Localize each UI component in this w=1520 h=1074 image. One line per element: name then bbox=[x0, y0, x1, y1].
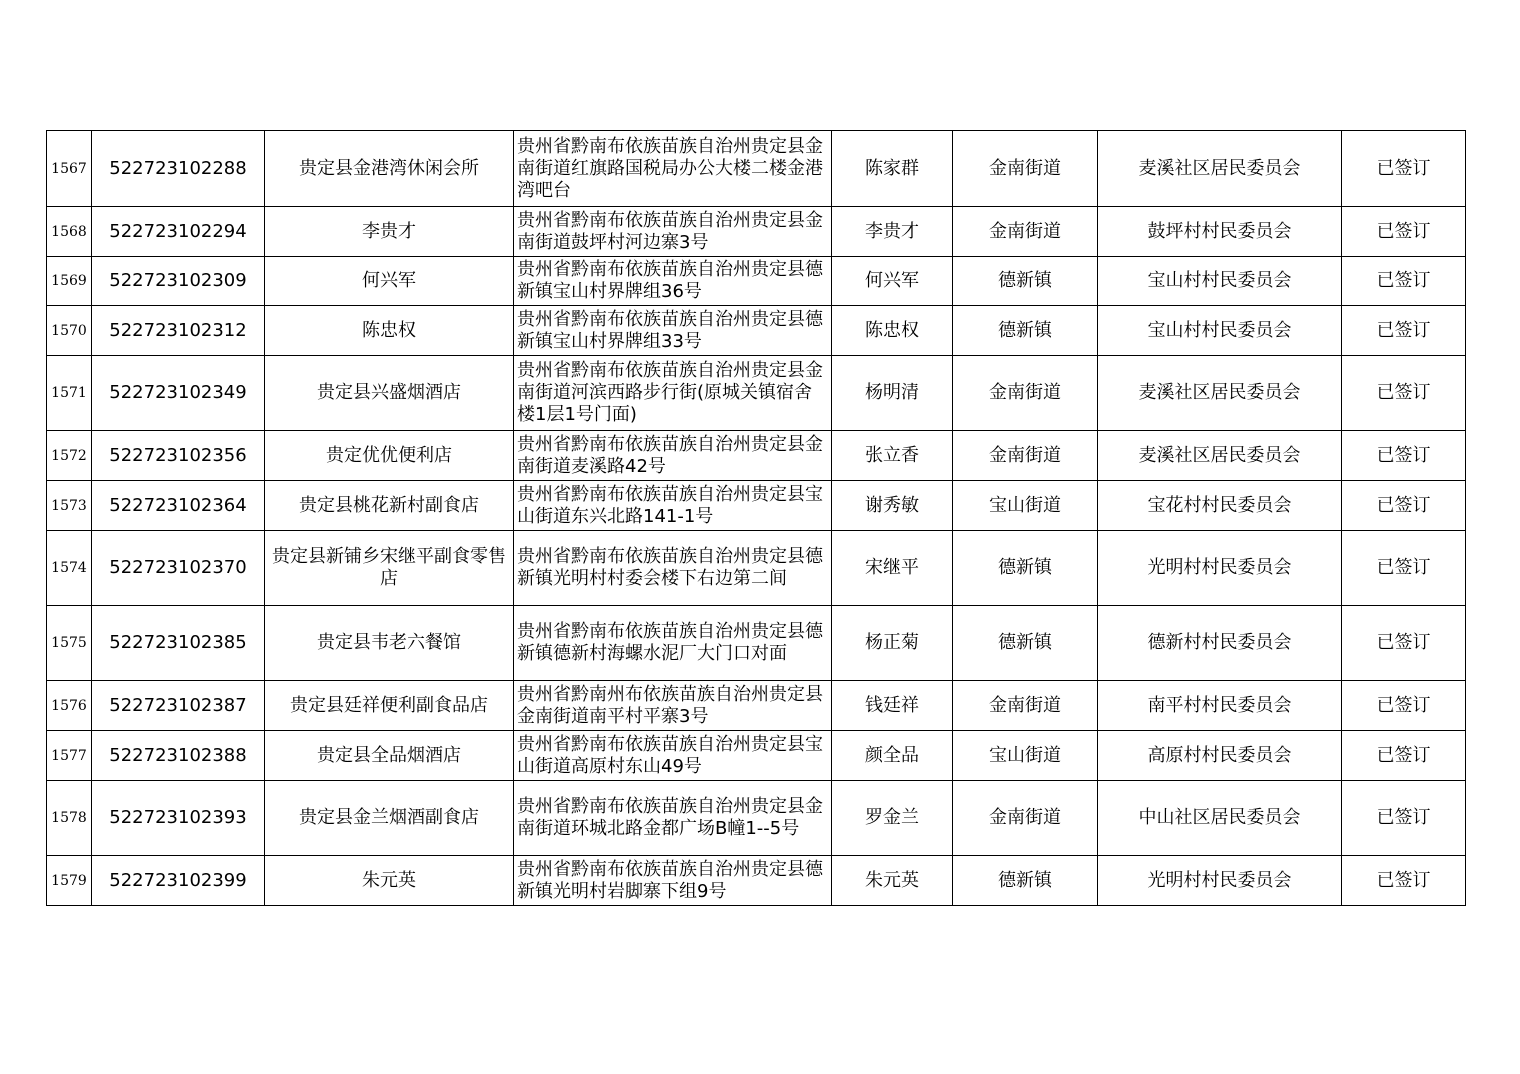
shop-address: 贵州省黔南布依族苗族自治州贵定县宝山街道高原村东山49号 bbox=[514, 731, 832, 781]
table-row bbox=[47, 431, 1466, 481]
shop-name: 贵定县韦老六餐馆 bbox=[265, 606, 514, 681]
committee-name: 高原村村民委员会 bbox=[1098, 731, 1342, 781]
row-index: 1567 bbox=[47, 131, 92, 207]
table-row bbox=[47, 257, 1466, 306]
committee-name: 光明村村民委员会 bbox=[1098, 856, 1342, 906]
status-text: 已签订 bbox=[1342, 356, 1466, 431]
table-row bbox=[47, 531, 1466, 606]
status-text: 已签订 bbox=[1342, 731, 1466, 781]
row-index: 1576 bbox=[47, 681, 92, 731]
license-code: 522723102393 bbox=[92, 781, 265, 856]
shop-name: 贵定县金港湾休闲会所 bbox=[265, 131, 514, 207]
table-row bbox=[47, 781, 1466, 856]
license-code: 522723102399 bbox=[92, 856, 265, 906]
row-index: 1575 bbox=[47, 606, 92, 681]
town-name: 金南街道 bbox=[953, 781, 1098, 856]
license-code: 522723102294 bbox=[92, 207, 265, 257]
row-index: 1571 bbox=[47, 356, 92, 431]
committee-name: 德新村村民委员会 bbox=[1098, 606, 1342, 681]
status-text: 已签订 bbox=[1342, 306, 1466, 356]
committee-name: 宝山村村民委员会 bbox=[1098, 257, 1342, 306]
table-row bbox=[47, 606, 1466, 681]
shop-address: 贵州省黔南布依族苗族自治州贵定县金南街道红旗路国税局办公大楼二楼金港湾吧台 bbox=[514, 131, 832, 207]
table-row bbox=[47, 131, 1466, 207]
town-name: 德新镇 bbox=[953, 306, 1098, 356]
shop-address: 贵州省黔南布依族苗族自治州贵定县德新镇光明村村委会楼下右边第二间 bbox=[514, 531, 832, 606]
person-name: 李贵才 bbox=[832, 207, 953, 257]
committee-name: 宝山村村民委员会 bbox=[1098, 306, 1342, 356]
status-text: 已签订 bbox=[1342, 681, 1466, 731]
table-row bbox=[47, 856, 1466, 906]
shop-address: 贵州省黔南布依族苗族自治州贵定县金南街道鼓坪村河边寨3号 bbox=[514, 207, 832, 257]
person-name: 陈忠权 bbox=[832, 306, 953, 356]
person-name: 罗金兰 bbox=[832, 781, 953, 856]
row-index: 1570 bbox=[47, 306, 92, 356]
town-name: 德新镇 bbox=[953, 856, 1098, 906]
table-row bbox=[47, 356, 1466, 431]
license-code: 522723102385 bbox=[92, 606, 265, 681]
shop-address: 贵州省黔南布依族苗族自治州贵定县德新镇宝山村界牌组36号 bbox=[514, 257, 832, 306]
status-text: 已签订 bbox=[1342, 257, 1466, 306]
town-name: 宝山街道 bbox=[953, 731, 1098, 781]
license-code: 522723102388 bbox=[92, 731, 265, 781]
shop-address: 贵州省黔南布依族苗族自治州贵定县宝山街道东兴北路141-1号 bbox=[514, 481, 832, 531]
town-name: 金南街道 bbox=[953, 356, 1098, 431]
person-name: 杨明清 bbox=[832, 356, 953, 431]
shop-name: 贵定县金兰烟酒副食店 bbox=[265, 781, 514, 856]
committee-name: 南平村村民委员会 bbox=[1098, 681, 1342, 731]
town-name: 金南街道 bbox=[953, 431, 1098, 481]
table-row bbox=[47, 306, 1466, 356]
person-name: 宋继平 bbox=[832, 531, 953, 606]
status-text: 已签订 bbox=[1342, 856, 1466, 906]
committee-name: 麦溪社区居民委员会 bbox=[1098, 356, 1342, 431]
town-name: 金南街道 bbox=[953, 681, 1098, 731]
shop-name: 贵定县新铺乡宋继平副食零售店 bbox=[265, 531, 514, 606]
committee-name: 麦溪社区居民委员会 bbox=[1098, 431, 1342, 481]
shop-address: 贵州省黔南布依族苗族自治州贵定县金南街道麦溪路42号 bbox=[514, 431, 832, 481]
status-text: 已签订 bbox=[1342, 431, 1466, 481]
person-name: 朱元英 bbox=[832, 856, 953, 906]
row-index: 1569 bbox=[47, 257, 92, 306]
records-table bbox=[46, 130, 1466, 906]
row-index: 1568 bbox=[47, 207, 92, 257]
row-index: 1572 bbox=[47, 431, 92, 481]
town-name: 金南街道 bbox=[953, 207, 1098, 257]
person-name: 颜全品 bbox=[832, 731, 953, 781]
status-text: 已签订 bbox=[1342, 531, 1466, 606]
shop-address: 贵州省黔南州布依族苗族自治州贵定县金南街道南平村平寨3号 bbox=[514, 681, 832, 731]
town-name: 德新镇 bbox=[953, 606, 1098, 681]
row-index: 1579 bbox=[47, 856, 92, 906]
person-name: 杨正菊 bbox=[832, 606, 953, 681]
license-code: 522723102356 bbox=[92, 431, 265, 481]
shop-name: 贵定优优便利店 bbox=[265, 431, 514, 481]
row-index: 1578 bbox=[47, 781, 92, 856]
shop-name: 贵定县兴盛烟酒店 bbox=[265, 356, 514, 431]
license-code: 522723102387 bbox=[92, 681, 265, 731]
table-row bbox=[47, 207, 1466, 257]
status-text: 已签订 bbox=[1342, 131, 1466, 207]
shop-address: 贵州省黔南布依族苗族自治州贵定县德新镇光明村岩脚寨下组9号 bbox=[514, 856, 832, 906]
license-code: 522723102309 bbox=[92, 257, 265, 306]
status-text: 已签订 bbox=[1342, 481, 1466, 531]
town-name: 宝山街道 bbox=[953, 481, 1098, 531]
shop-name: 贵定县廷祥便利副食品店 bbox=[265, 681, 514, 731]
row-index: 1577 bbox=[47, 731, 92, 781]
committee-name: 麦溪社区居民委员会 bbox=[1098, 131, 1342, 207]
shop-name: 贵定县全品烟酒店 bbox=[265, 731, 514, 781]
person-name: 谢秀敏 bbox=[832, 481, 953, 531]
shop-name: 朱元英 bbox=[265, 856, 514, 906]
shop-address: 贵州省黔南布依族苗族自治州贵定县德新镇德新村海螺水泥厂大门口对面 bbox=[514, 606, 832, 681]
row-index: 1573 bbox=[47, 481, 92, 531]
person-name: 陈家群 bbox=[832, 131, 953, 207]
town-name: 金南街道 bbox=[953, 131, 1098, 207]
license-code: 522723102364 bbox=[92, 481, 265, 531]
records-body bbox=[47, 131, 1466, 906]
shop-name: 李贵才 bbox=[265, 207, 514, 257]
license-code: 522723102288 bbox=[92, 131, 265, 207]
shop-address: 贵州省黔南布依族苗族自治州贵定县德新镇宝山村界牌组33号 bbox=[514, 306, 832, 356]
row-index: 1574 bbox=[47, 531, 92, 606]
table-row bbox=[47, 681, 1466, 731]
license-code: 522723102349 bbox=[92, 356, 265, 431]
committee-name: 鼓坪村村民委员会 bbox=[1098, 207, 1342, 257]
shop-address: 贵州省黔南布依族苗族自治州贵定县金南街道环城北路金都广场B幢1--5号 bbox=[514, 781, 832, 856]
shop-name: 贵定县桃花新村副食店 bbox=[265, 481, 514, 531]
table-row bbox=[47, 481, 1466, 531]
town-name: 德新镇 bbox=[953, 257, 1098, 306]
committee-name: 光明村村民委员会 bbox=[1098, 531, 1342, 606]
shop-name: 何兴军 bbox=[265, 257, 514, 306]
person-name: 张立香 bbox=[832, 431, 953, 481]
person-name: 何兴军 bbox=[832, 257, 953, 306]
license-code: 522723102370 bbox=[92, 531, 265, 606]
table-row bbox=[47, 731, 1466, 781]
committee-name: 中山社区居民委员会 bbox=[1098, 781, 1342, 856]
status-text: 已签订 bbox=[1342, 781, 1466, 856]
shop-name: 陈忠权 bbox=[265, 306, 514, 356]
license-code: 522723102312 bbox=[92, 306, 265, 356]
shop-address: 贵州省黔南布依族苗族自治州贵定县金南街道河滨西路步行街(原城关镇宿舍楼1层1号门面) bbox=[514, 356, 832, 431]
town-name: 德新镇 bbox=[953, 531, 1098, 606]
committee-name: 宝花村村民委员会 bbox=[1098, 481, 1342, 531]
person-name: 钱廷祥 bbox=[832, 681, 953, 731]
status-text: 已签订 bbox=[1342, 207, 1466, 257]
status-text: 已签订 bbox=[1342, 606, 1466, 681]
